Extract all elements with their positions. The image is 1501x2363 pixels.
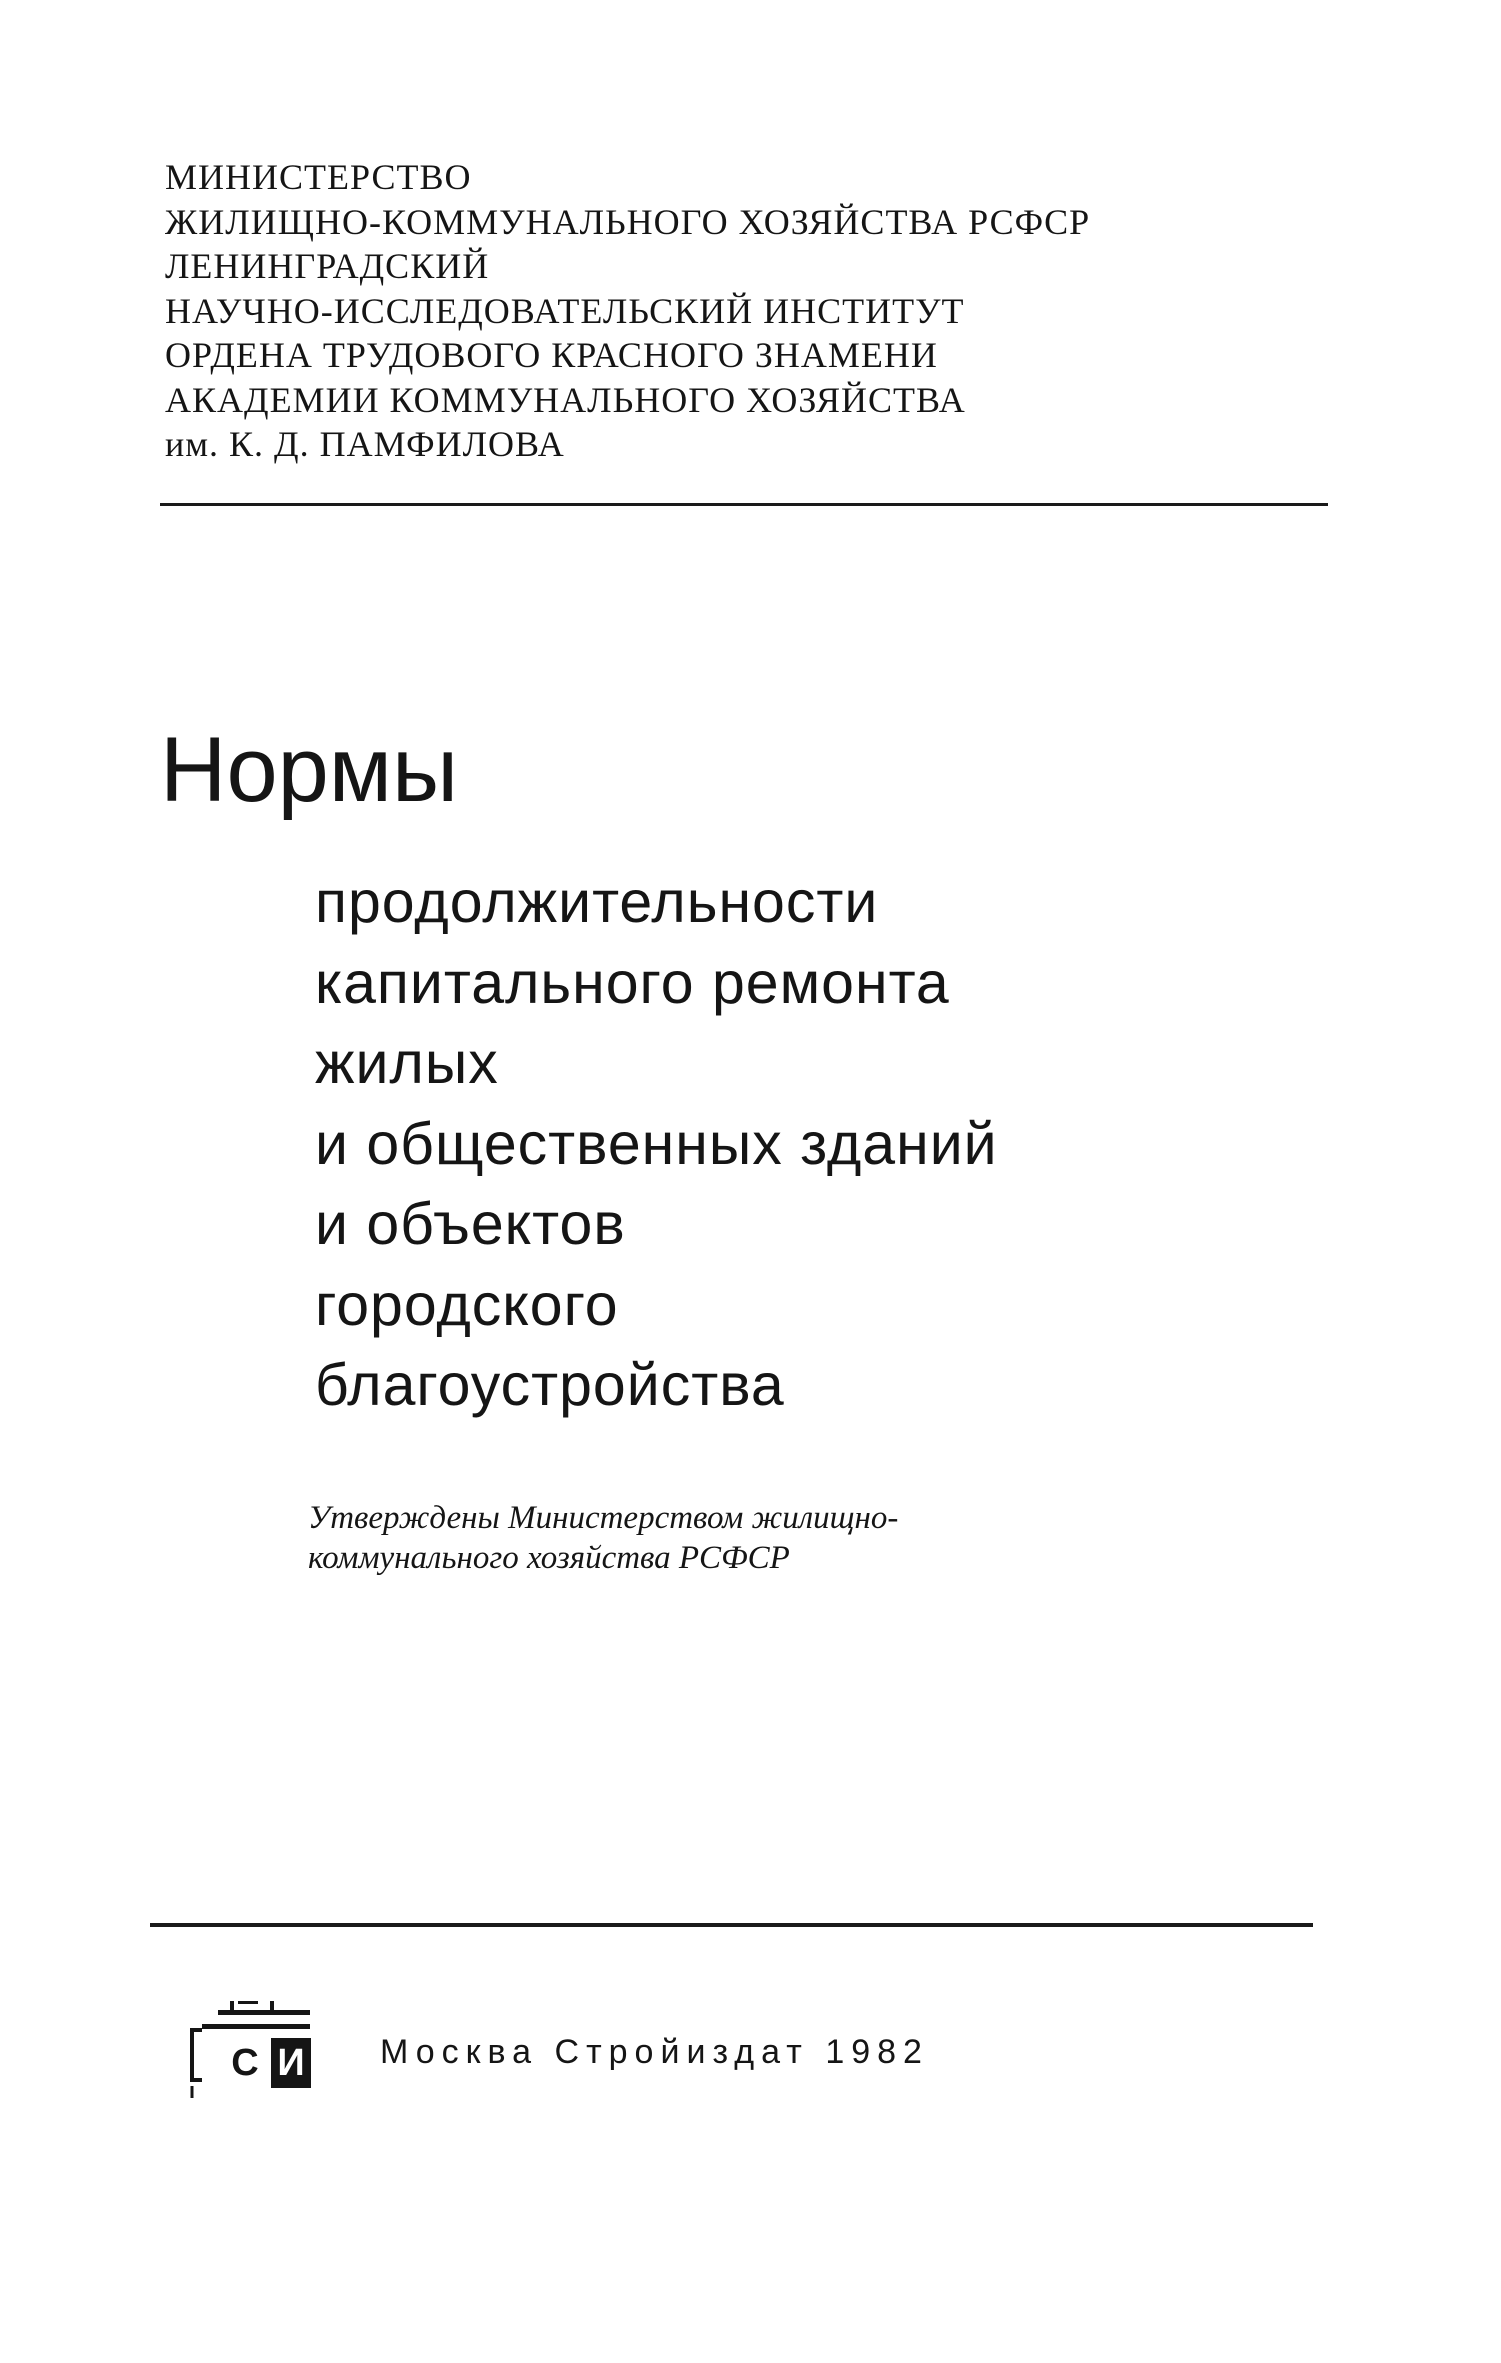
institution-line: ЖИЛИЩНО-КОММУНАЛЬНОГО ХОЗЯЙСТВА РСФСР — [165, 201, 1091, 242]
subtitle-line: городского — [315, 1271, 619, 1338]
subtitle-line: капитального ремонта — [315, 949, 950, 1016]
institution-line: ЛЕНИНГРАДСКИЙ — [165, 246, 490, 286]
logo-letters — [225, 2038, 311, 2088]
institution-line: ОРДЕНА ТРУДОВОГО КРАСНОГО ЗНАМЕНИ — [165, 335, 938, 375]
subtitle-line: жилых — [315, 1030, 499, 1096]
publisher-imprint: Москва Стройиздат 1982 — [380, 2033, 929, 2071]
subtitle-line: и общественных зданий — [315, 1110, 998, 1177]
logo-letter-i: И — [271, 2038, 311, 2088]
approval-line: Утверждены Министерством жилищно- — [308, 1500, 899, 1536]
subtitle-line: благоустройства — [315, 1352, 785, 1418]
approval-line: коммунального хозяйства РСФСР — [308, 1540, 790, 1576]
publisher-logo-icon — [188, 1998, 313, 2103]
document-subtitle — [315, 862, 1315, 1426]
institution-line: АКАДЕМИИ КОММУНАЛЬНОГО ХОЗЯЙСТВА — [165, 379, 966, 420]
subtitle-line: продолжительности — [315, 869, 879, 935]
institution-line: им. К. Д. ПАМФИЛОВА — [165, 424, 565, 464]
subtitle-line: и объектов — [315, 1191, 626, 1257]
logo-letter-s: С — [231, 2042, 259, 2084]
top-divider — [160, 503, 1328, 506]
approval-note — [308, 1498, 1308, 1578]
bottom-divider — [150, 1923, 1313, 1927]
institution-header — [165, 155, 1365, 467]
document-title: Нормы — [160, 719, 459, 821]
institution-line: МИНИСТЕРСТВО — [165, 157, 472, 197]
institution-line: НАУЧНО-ИССЛЕДОВАТЕЛЬСКИЙ ИНСТИТУТ — [165, 290, 965, 331]
